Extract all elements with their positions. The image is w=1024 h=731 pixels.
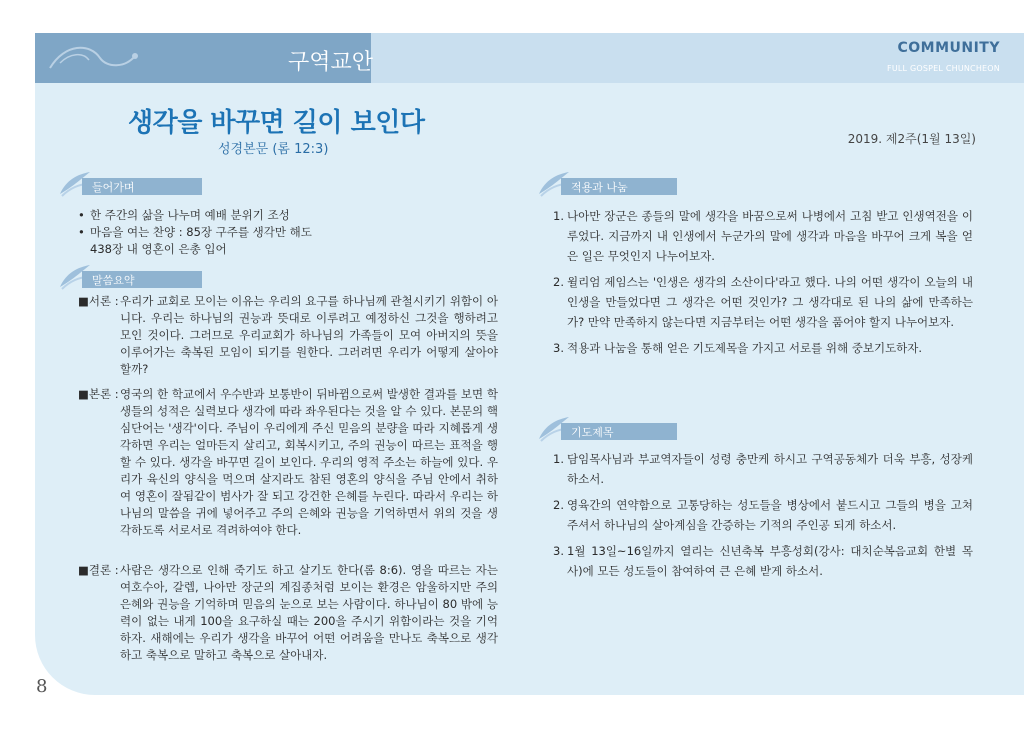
summary-label: ■서론 : xyxy=(78,294,119,308)
swirl-ornament-icon xyxy=(45,38,155,78)
summary-text: 영국의 한 학교에서 우수반과 보통반이 뒤바뀜으로써 발생한 결과를 보면 학생들의 성적은 실력보다 생각에 따라 좌우된다는 것을 알 수 있다. 본문의 핵심단어는 '생각'이다. 주님이 우리에게 주신 믿음의 분량을 따라 지혜롭게 생각하면 우리는 얼마든지 살리고, 회복시키고, 주의 권능이 따르는 표적을 행할 수 있다. 생각을 바꾸면 길이 보인다. 우리의 영적 주소는 하늘에 있다. 우리가 육신의 양식을 먹으며 살지라도 참된 영혼의 양식을 주님 안에서 취하여 영혼이 잘됨같이 범사가 잘 되고 강건한 은혜를 누린다. 따라서 우리는 하나님의 말씀을 귀에 넣어주고 주의 은혜와 권능을 기억하면서 위의 것을 생각하도록 서로서로 격려하여야 한다. xyxy=(120,387,498,537)
list-item: 3. 적용과 나눔을 통해 얻은 기도제목을 가지고 서로를 위해 중보기도하자. xyxy=(553,341,923,355)
section-title: 구역교안 xyxy=(288,50,374,75)
summary-label: ■본론 : xyxy=(78,387,119,401)
brand-name: COMMUNITY xyxy=(897,40,1000,56)
summary-intro xyxy=(78,293,498,378)
list-item: 2. 윌리엄 제임스는 '인생은 생각의 소산이다'라고 했다. 나의 어떤 생각이 오늘의 내 인생을 만들었다면 그 생각은 어떤 것인가? 그 생각대로 된 나의 삶에 만족하는가? 만약 만족하지 않는다면 지금부터는 어떤 생각을 품어야 할지 나누어보자. xyxy=(553,275,973,329)
lesson-title: 생각을 바꾸면 길이 보인다 xyxy=(128,108,425,138)
intro-list xyxy=(78,207,498,258)
section-heading-prayer: 기도제목 xyxy=(537,421,687,442)
application-list xyxy=(553,206,973,364)
prayer-list xyxy=(553,449,973,587)
page-number: 8 xyxy=(36,676,48,697)
list-item: • 한 주간의 삶을 나누며 예배 분위기 조성 xyxy=(78,208,290,222)
section-heading-application: 적용과 나눔 xyxy=(537,176,687,197)
list-item: 1. 나아만 장군은 종들의 말에 생각을 바꿈으로써 나병에서 고침 받고 인생역전을 이루었다. 지금까지 내 인생에서 누군가의 말에 생각과 마음을 바꾸어 크게 복을 얻은 일은 무엇인지 나누어보자. xyxy=(553,209,973,263)
brand-subtitle: FULL GOSPEL CHUNCHEON xyxy=(887,64,1000,73)
section-heading-summary: 말씀요약 xyxy=(58,269,208,290)
summary-label: ■결론 : xyxy=(78,563,119,577)
summary-body xyxy=(78,386,498,539)
section-heading-intro: 들어가며 xyxy=(58,176,208,197)
list-item: 3. 1월 13일~16일까지 열리는 신년축복 부흥성회(강사: 대치순복음교회 한별 목사)에 모든 성도들이 참여하여 큰 은혜 받게 하소서. xyxy=(553,544,973,578)
lesson-date: 2019. 제2주(1월 13일) xyxy=(847,132,976,146)
summary-text: 사람은 생각으로 인해 죽기도 하고 살기도 한다(롬 8:6). 영을 따르는 자는 여호수아, 갈렙, 나아만 장군의 계집종처럼 보이는 환경은 암울하지만 주의 은혜와 권능을 기억하며 믿음의 눈으로 보는 사람이다. 하나님이 80 밖에 능력이 없는 내게 100을 요구하실 때는 200을 주시기 위함이라는 것을 기억하자. 새해에는 우리가 생각을 바꾸어 어떤 어려움을 만나도 축복으로 생각하고 축복으로 말하고 축복으로 살아내자. xyxy=(120,563,498,662)
list-item: • 마음을 여는 찬양 : 85장 구주를 생각만 해도 xyxy=(78,225,312,239)
list-item: 1. 담임목사님과 부교역자들이 성령 충만케 하시고 구역공동체가 더욱 부흥, 성장케 하소서. xyxy=(553,452,973,486)
list-item-continued: 438장 내 영혼이 은총 입어 xyxy=(90,242,227,256)
summary-text: 우리가 교회로 모이는 이유는 우리의 요구를 하나님께 관철시키기 위함이 아니다. 우리는 하나님의 권능과 뜻대로 이루려고 예정하신 그것을 행하려고 모인 것이다. 그러므로 우리교회가 하나님의 가족들이 모여 아버지의 뜻을 이루어가는 축복된 모임이 되기를 원한다. 그러려면 우리가 어떻게 살아야 할까? xyxy=(120,294,498,376)
summary-conclusion xyxy=(78,562,498,664)
list-item: 2. 영육간의 연약함으로 고통당하는 성도들을 병상에서 붙드시고 그들의 병을 고쳐주셔서 하나님의 살아계심을 간증하는 기적의 주인공 되게 하소서. xyxy=(553,498,973,532)
scripture-reference: 성경본문 (롬 12:3) xyxy=(218,142,329,157)
